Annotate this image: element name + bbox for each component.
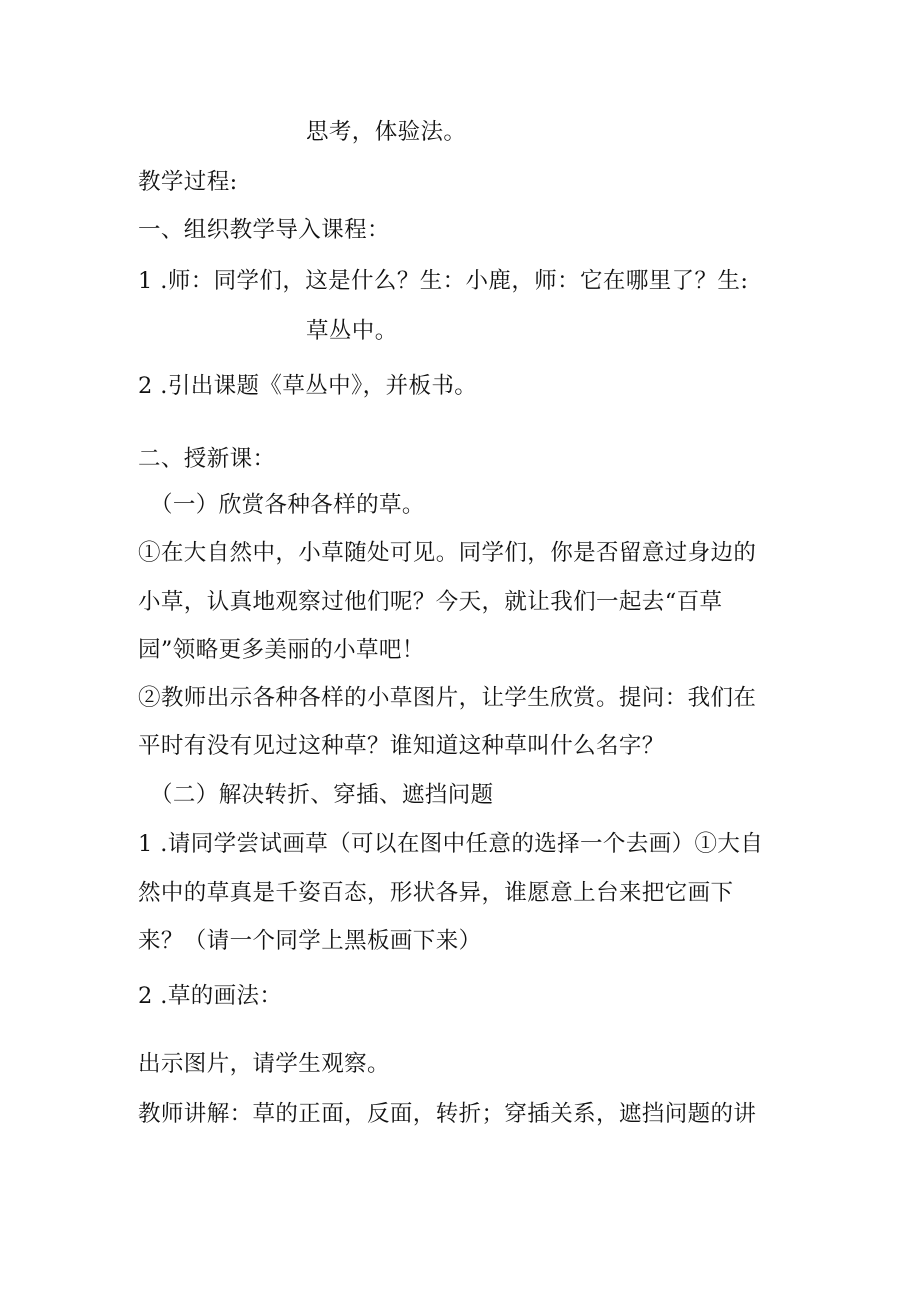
paragraph-line: 1 .师：同学们，这是什么？生：小鹿，师：它在哪里了？生: [138,268,749,294]
paragraph-line: 小草，认真地观察过他们呢？今天，就让我们一起去“百草 [138,589,723,615]
subsection-heading: （一）欣赏各种各样的草。 [150,492,425,518]
paragraph-line: ②教师出示各种各样的小草图片，让学生欣赏。提问：我们在 [138,685,757,711]
paragraph-line: 2 .引出课题《草丛中》，并板书。 [138,373,478,399]
paragraph-line: 园”领略更多美丽的小草吧！ [138,637,425,663]
section-heading: 二、授新课： [138,446,276,472]
paragraph-line: 出示图片，请学生观察。 [138,1051,390,1077]
paragraph-line: 教师讲解：草的正面，反面，转折；穿插关系，遮挡问题的讲 [138,1101,757,1127]
paragraph-line: 平时有没有见过这种草？谁知道这种草叫什么名字？ [138,733,665,759]
paragraph-line: 2 .草的画法： [138,983,283,1009]
paragraph-line: 1 .请同学尝试画草（可以在图中任意的选择一个去画）①大自 [138,831,764,857]
subsection-heading: （二）解决转折、穿插、遮挡问题 [150,782,494,808]
paragraph-line: 草丛中。 [306,318,398,344]
section-heading: 一、组织教学导入课程： [138,217,390,243]
paragraph-line: 来？（请一个同学上黑板画下来） [138,928,482,954]
paragraph-line: 然中的草真是千姿百态，形状各异，谁愿意上台来把它画下 [138,880,734,906]
section-heading: 教学过程: [138,169,238,195]
method-continuation: 思考，体验法。 [306,119,467,145]
paragraph-line: ①在大自然中，小草随处可见。同学们，你是否留意过身边的 [138,540,757,566]
